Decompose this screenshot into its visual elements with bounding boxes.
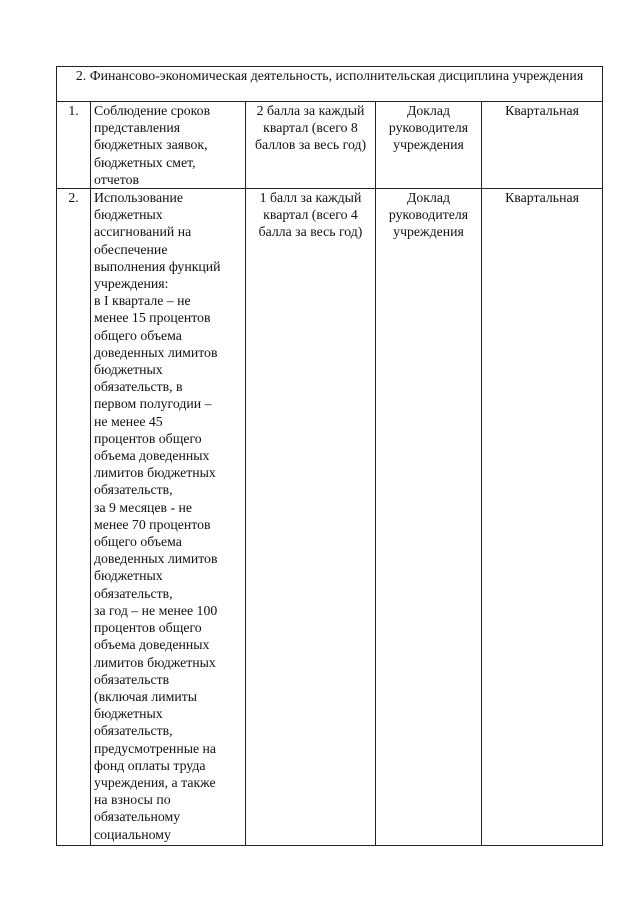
points-cell: 1 балл за каждый квартал (всего 4 балла за весь год) (246, 189, 376, 846)
criterion-line: доведенных лимитов (94, 344, 218, 360)
row-number: 2. (57, 189, 91, 846)
section-header-row (57, 67, 603, 102)
criterion-line: первом полугодии – (94, 396, 212, 412)
table-row (57, 102, 603, 189)
criterion-line: бюджетных (94, 706, 163, 722)
source-cell: Доклад руководителя учреждения (376, 189, 482, 846)
criterion-line: общего объема (94, 534, 182, 550)
criterion-line: бюджетных (94, 568, 163, 584)
criterion-line: лимитов бюджетных (94, 465, 216, 481)
criterion-line: не менее 45 (94, 413, 163, 429)
criterion-line: бюджетных (94, 362, 163, 378)
criterion-line: за 9 месяцев - не (94, 499, 193, 515)
criterion-line: доведенных лимитов (94, 551, 218, 567)
criterion-line: лимитов бюджетных (94, 654, 216, 670)
criterion-line: предусмотренные на (94, 740, 217, 756)
section-title: 2. Финансово-экономическая деятельность, исполнительская дисциплина учреждения (57, 67, 603, 102)
criterion-line: процентов общего (94, 620, 202, 636)
criterion-line: в I квартале – не (94, 293, 191, 309)
period-cell: Квартальная (482, 102, 603, 189)
criterion-line: обязательств, в (94, 379, 183, 395)
criterion-line: общего объема (94, 327, 182, 343)
criterion-line: обеспечение (94, 241, 168, 257)
criterion-line: обязательств (94, 671, 170, 687)
criterion-cell (91, 189, 246, 846)
table-row (57, 189, 603, 846)
criterion-line: менее 15 процентов (94, 310, 211, 326)
criterion-line: выполнения функций (94, 258, 221, 274)
criterion-line: объема доведенных (94, 637, 210, 653)
criterion-line: учреждения, а также (94, 774, 216, 790)
criterion-cell: Соблюдение сроков представления бюджетных заявок, бюджетных смет, отчетов (91, 102, 246, 189)
criterion-line: социальному (94, 826, 171, 842)
criterion-line: обязательств, (94, 723, 173, 739)
criterion-line: обязательному (94, 809, 181, 825)
criterion-line: на взносы по (94, 792, 171, 808)
criterion-line: (включая лимиты (94, 688, 198, 704)
criterion-lines (94, 189, 242, 843)
criterion-line: бюджетных (94, 207, 163, 223)
criteria-table (56, 66, 603, 846)
points-cell: 2 балла за каждый квартал (всего 8 баллов за весь год) (246, 102, 376, 189)
criterion-line: процентов общего (94, 430, 202, 446)
criterion-line: Использование (94, 190, 183, 206)
criterion-line: обязательств, (94, 585, 173, 601)
criterion-line: за год – не менее 100 (94, 602, 218, 618)
criterion-line: ассигнований на (94, 224, 192, 240)
criterion-line: менее 70 процентов (94, 516, 211, 532)
criterion-line: фонд оплаты труда (94, 757, 206, 773)
criterion-line: объема доведенных (94, 448, 210, 464)
source-cell: Доклад руководителя учреждения (376, 102, 482, 189)
criterion-line: учреждения: (94, 276, 169, 292)
criterion-line: обязательств, (94, 482, 173, 498)
row-number: 1. (57, 102, 91, 189)
period-cell: Квартальная (482, 189, 603, 846)
